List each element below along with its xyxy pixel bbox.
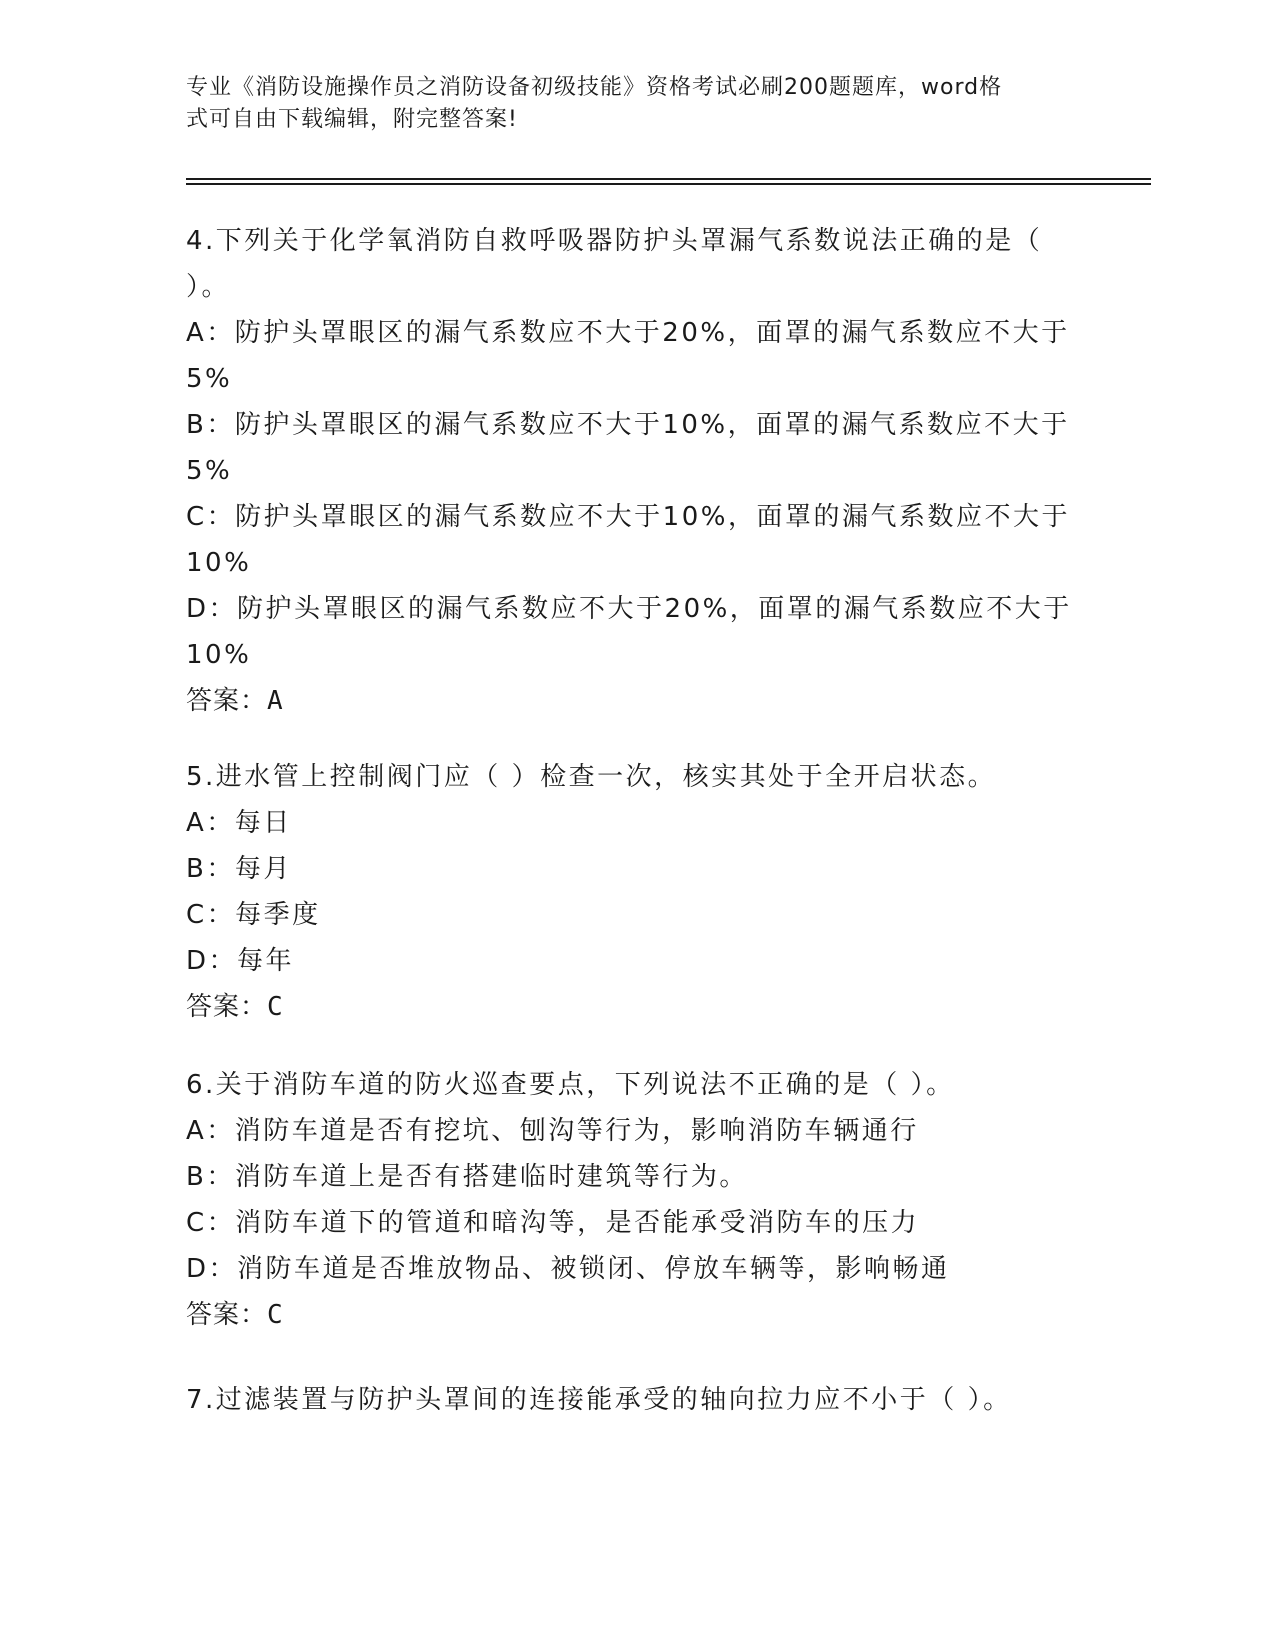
option-a-cont: 5% [186,364,233,394]
answer-label: 答案： [186,992,268,1022]
answer-line [186,1292,1066,1338]
answer-label: 答案： [186,686,268,716]
answer-value: C [267,1300,284,1330]
question-7 [186,1377,1066,1423]
answer-value: C [267,992,284,1022]
answer-line [186,678,1066,724]
option-a: A：消防车道是否有挖坑、刨沟等行为，影响消防车辆通行 [186,1116,919,1146]
option-d: D：消防车道是否堆放物品、被锁闭、停放车辆等，影响畅通 [186,1254,950,1284]
option-d: D：每年 [186,946,295,976]
answer-line [186,984,1066,1030]
option-c: C：防护头罩眼区的漏气系数应不大于10%，面罩的漏气系数应不大于 [186,502,1070,532]
option-b: B：每月 [186,854,292,884]
header-line-1: 专业《消防设施操作员之消防设备初级技能》资格考试必刷200题题库，word格 [186,75,1003,100]
header-divider-bottom [186,183,1151,185]
question-4 [186,218,1072,724]
question-stem: 4.下列关于化学氧消防自救呼吸器防护头罩漏气系数说法正确的是（ [186,226,1043,256]
question-stem: 5.进水管上控制阀门应（ ）检查一次，核实其处于全开启状态。 [186,762,997,792]
option-a: A：防护头罩眼区的漏气系数应不大于20%，面罩的漏气系数应不大于 [186,318,1070,348]
option-d: D：防护头罩眼区的漏气系数应不大于20%，面罩的漏气系数应不大于 [186,594,1072,624]
option-c-cont: 10% [186,548,252,578]
option-b-cont: 5% [186,456,233,486]
option-d-cont: 10% [186,640,252,670]
document-header [186,72,1066,136]
answer-value: A [267,686,284,716]
header-line-2: 式可自由下载编辑，附完整答案! [186,107,518,132]
option-c: C：消防车道下的管道和暗沟等，是否能承受消防车的压力 [186,1208,920,1238]
answer-label: 答案： [186,1300,268,1330]
option-b: B：防护头罩眼区的漏气系数应不大于10%，面罩的漏气系数应不大于 [186,410,1070,440]
option-c: C：每季度 [186,900,321,930]
question-stem-cont: ）。 [186,272,231,302]
option-b: B：消防车道上是否有搭建临时建筑等行为。 [186,1162,748,1192]
question-5 [186,754,1066,1030]
header-divider-top [186,178,1151,180]
question-6 [186,1062,1066,1338]
option-a: A：每日 [186,808,292,838]
question-stem: 7.过滤装置与防护头罩间的连接能承受的轴向拉力应不小于（ ）。 [186,1385,1012,1415]
question-stem: 6.关于消防车道的防火巡查要点，下列说法不正确的是（ ）。 [186,1070,955,1100]
